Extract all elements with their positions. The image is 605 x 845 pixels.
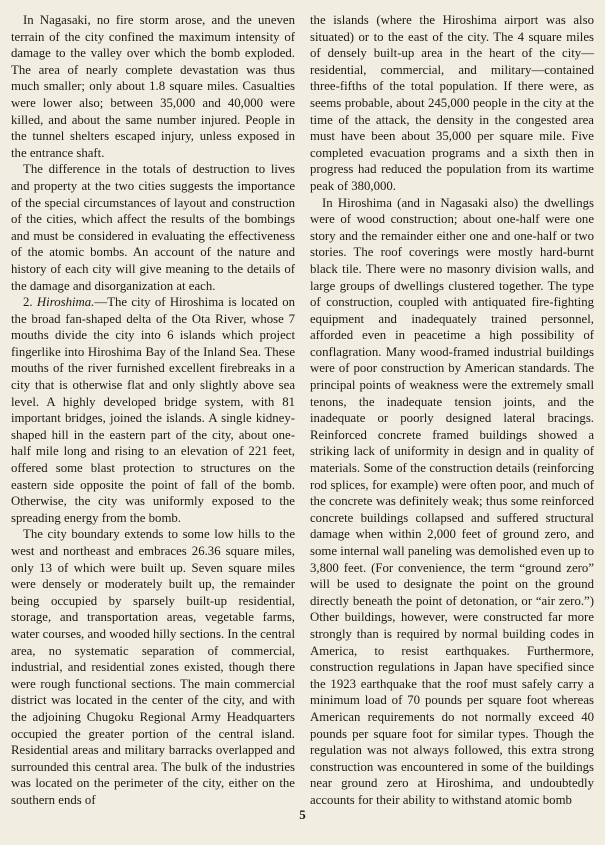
paragraph-hiroshima-geography bbox=[11, 294, 295, 526]
paragraph-nagasaki-damage: In Nagasaki, no fire storm arose, and the uneven terrain of the city confined the maximum intensity of damage to the valley over which the bomb exploded. The area of nearly complete devastation was thus much smaller; only about 1.8 square miles. Casualties were lower also; between 35,000 and 40,000 were killed, and about the same number injured. People in the tunnel shelters escaped injury, unless exposed in the entrance shaft. bbox=[11, 13, 295, 160]
left-column bbox=[11, 12, 295, 809]
paragraph-construction: In Hiroshima (and in Nagasaki also) the dwellings were of wood construction; about one-half were one story and the remainder either one and one-half or two stories. The roof coverings were mostly hard-burnt black tile. There were no masonry division walls, and large groups of dwellings clustered together. The type of construction, coupled with antiquated fire-fighting equipment and inadequately trained personnel, afforded even in peacetime a high possibility of conflagration. Many wood-framed industrial buildings were of poor construction by American standards. The principal points of weakness were the extremely small tenons, the inadequate tension joints, and the inadequate or poorly designed lateral bracings. Reinforced concrete framed buildings showed a striking lack of uniformity in design and in quality of materials. Some of the construction details (reinforcing rod splices, for example) were often poor, and much of the concrete was definitely weak; thus some reinforced concrete buildings collapsed and suffered structural damage when within 2,000 feet of ground zero, and some internal wall paneling was demolished even up to 3,800 feet. (For convenience, the term “ground zero” will be used to designate the point on the ground directly beneath the point of detonation, or “air zero.”) Other buildings, however, were constructed far more strongly than is required by normal building codes in America, to resist earthquakes. Furthermore, construction regulations in Japan have specified since the 1923 earthquake that the roof must safely carry a minimum load of 70 pounds per square foot whereas American requirements do not normally exceed 40 pounds per square foot for similar types. Though the regulation was not always followed, this extra strong construction was encountered in some of the buildings near ground zero at Hiroshima, and undoubtedly accounts for their ability to withstand atomic bomb bbox=[310, 195, 594, 807]
right-column bbox=[310, 12, 594, 809]
page-number: 5 bbox=[299, 807, 306, 822]
paragraph-city-boundary: The city boundary extends to some low hills to the west and northeast and embraces 26.36 square miles, only 13 of which were built up. Seven square miles were densely or moderately built up, the remainder being occupied by sparsely built-up residential, storage, and transportation areas, vegetable farms, water courses, and wooded hilly sections. In the central area, no systematic separation of commercial, industrial, and residential zones existed, though there were rough functional sections. The main commercial district was located in the center of the city, and with the adjoining Chugoku Regional Army Headquarters occupied the greater portion of the central island. Residential areas and military barracks overlapped and surrounded this central area. The bulk of the industries was located on the perimeter of the city, either on the southern ends of bbox=[11, 527, 295, 807]
section-run-in-heading: Hiroshima. bbox=[36, 295, 95, 310]
paragraph-destruction-difference: The difference in the totals of destruction to lives and property at the two cities suggests the importance of the special circumstances of layout and construction of the cities, which affect the results of the bombings and must be considered in evaluating the effectiveness of the atomic bombs. An account of the nature and history of each city will give meaning to the details of the damage and disorganization at each. bbox=[11, 162, 295, 293]
paragraph-population-density: the islands (where the Hiroshima airport was also situated) or to the east of the city. The 4 square miles of densely built-up area in the heart of the city—residential, commercial, and military—contained three-fifths of the total population. If there were, as seems probable, about 245,000 people in the city at the time of the attack, the density in the congested area must have been about 35,000 per square mile. Five completed evacuation programs and a sixth then in progress had reduced the population from its wartime peak of 380,000. bbox=[310, 13, 594, 193]
section-body-text: —The city of Hiroshima is located on the broad fan-shaped delta of the Ota River, whose 7 mouths divide the city into 6 islands which project fingerlike into Hiroshima Bay of the Inland Sea. These mouths of the river furnished excellent firebreaks in a city that is otherwise flat and only slightly above sea level. A highly developed bridge system, with 81 important bridges, joined the islands. A single kidney-shaped hill in the eastern part of the city, about one-half mile long and rising to an elevation of 221 feet, offered some blast protection to structures on the eastern side opposite the point of fall of the bomb. Otherwise, the city was uniformly exposed to the spreading energy from the bomb. bbox=[11, 295, 296, 525]
section-number: 2. bbox=[23, 295, 37, 310]
